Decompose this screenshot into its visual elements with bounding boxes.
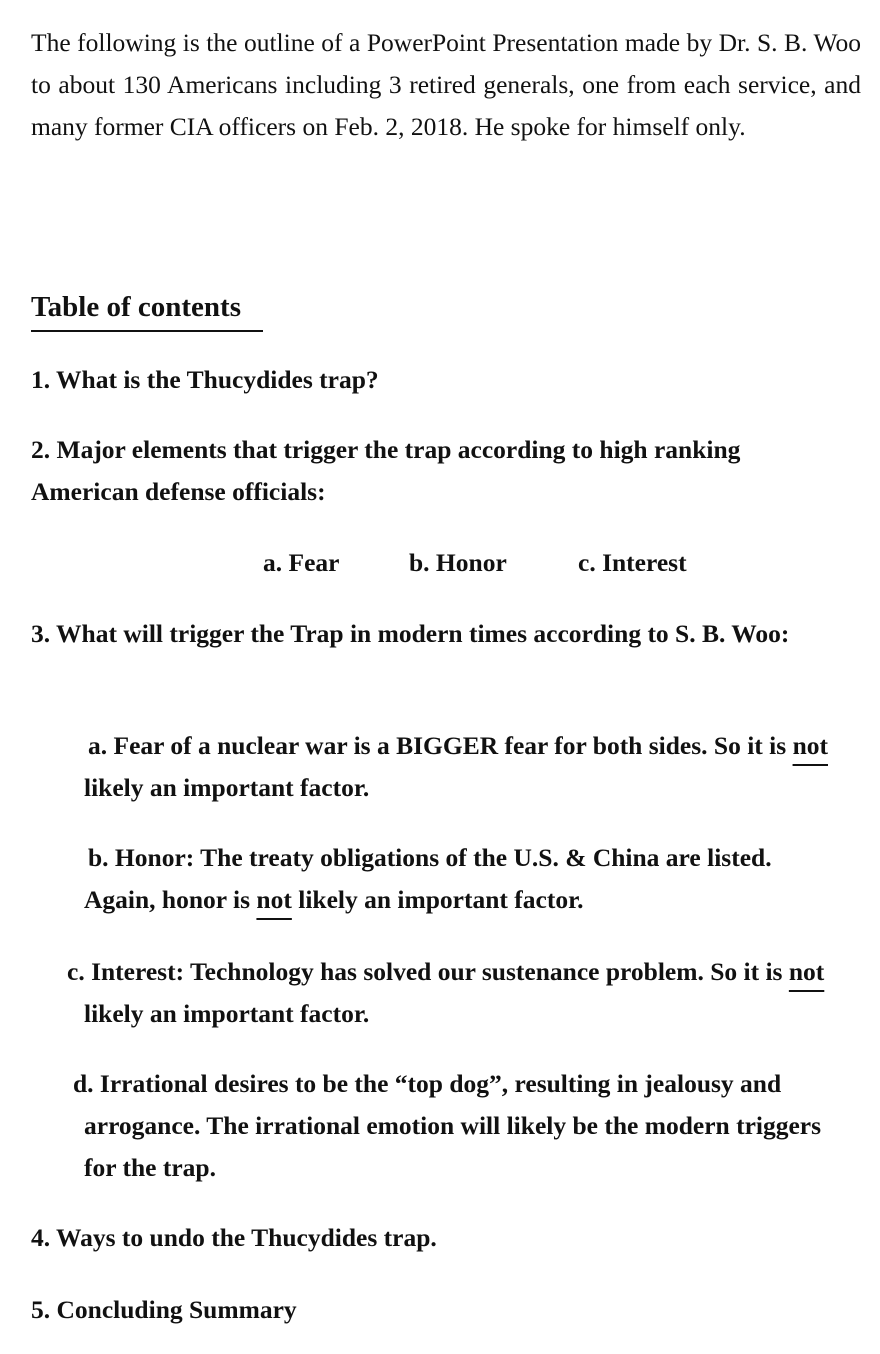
toc-item-5: 5. Concluding Summary: [31, 1295, 297, 1324]
element-fear: a. Fear: [263, 548, 340, 577]
item-3b-text-before: b. Honor: The treaty obligations of the U.S. & China are listed. Again, honor is: [84, 843, 772, 914]
item-3c-text-after: likely an important factor.: [84, 999, 370, 1028]
toc-item-3: 3. What will trigger the Trap in modern times according to S. B. Woo:: [31, 619, 790, 648]
element-honor: b. Honor: [409, 548, 507, 577]
toc-item-3c: [67, 951, 844, 1035]
toc-item-2: 2. Major elements that trigger the trap according to high ranking American defense officials:: [31, 435, 741, 506]
item-3b-underlined-not: not: [256, 885, 292, 914]
table-of-contents-heading: Table of contents: [31, 286, 263, 332]
item-3c-underlined-not: not: [788, 957, 825, 986]
element-interest: c. Interest: [578, 548, 687, 577]
intro-paragraph: The following is the outline of a PowerPoint Presentation made by Dr. S. B. Woo to about 130 Americans including 3 retired generals, one from each service, and many former CIA officers on Feb. 2, 2018. He spoke for himself only.: [31, 28, 861, 141]
toc-item-4: 4. Ways to undo the Thucydides trap.: [31, 1223, 437, 1252]
toc-item-3a: [84, 725, 844, 809]
toc-item-1: 1. What is the Thucydides trap?: [31, 365, 379, 394]
item-3c-text-before: c. Interest: Technology has solved our sustenance problem. So it is: [67, 957, 789, 986]
item-3a-underlined-not: not: [792, 731, 828, 760]
item-3a-text-after: likely an important factor.: [84, 773, 370, 802]
item-3b-text-after: likely an important factor.: [291, 885, 584, 914]
toc-item-3b: [84, 837, 784, 921]
toc-item-3d: d. Irrational desires to be the “top dog”, resulting in jealousy and arrogance. The irrational emotion will likely be the modern triggers for the trap.: [73, 1069, 822, 1182]
item-3a-text-before: a. Fear of a nuclear war is a BIGGER fear for both sides. So it is: [88, 731, 793, 760]
